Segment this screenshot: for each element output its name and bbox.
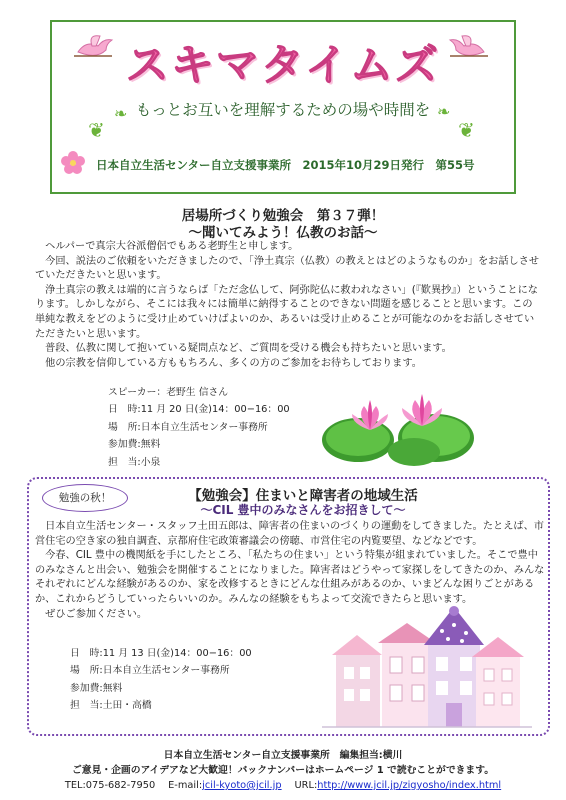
paragraph: 今回、説法のご依頼をいただきましたので、「浄土真宗（仏教）の教えとはどのようなものか」をお話しさせていただきたいと思います。: [35, 255, 540, 282]
masthead-title: スキマタイムズ: [125, 41, 441, 91]
speech-bubble: 勉強の秋！: [42, 484, 128, 512]
paragraph: ぜひご参加ください。: [35, 608, 148, 620]
footer: [0, 748, 566, 793]
event-location: 場 所:日本自立生活センター事務所: [108, 421, 268, 433]
speaker: スピーカー：老野生 信さん: [108, 387, 229, 398]
event2-details: [70, 645, 252, 715]
issue-info: 日本自立生活センター自立支援事業所 2015年10月29日発行 第55号: [96, 158, 475, 172]
event-contact: 担 当:土田・高橋: [70, 700, 152, 712]
event-fee: 参加費:無料: [70, 682, 123, 694]
paragraph: 日本自立生活センター・スタッフ土田五郎は、障害者の住まいのづくりの運動をしてきました。たとえば、市営住宅の空き家の独自調査、京都府住宅政策審議会の傍聴、市営住宅の内覧要望、などなどです。: [35, 521, 544, 547]
footer-url-label: URL:: [294, 780, 318, 791]
leaf-icon: ❦: [88, 118, 105, 142]
event2-title: 【勉強会】住まいと障害者の地域生活: [188, 488, 418, 504]
event-datetime: 日 時:11 月 13 日(金)14：00−16：00: [70, 648, 252, 659]
paragraph: ヘルパーで真宗大谷派僧侶でもある老野生と申します。: [35, 241, 299, 252]
masthead-subtitle: もっとお互いを理解するための場や時間を: [135, 101, 431, 119]
event-location: 場 所:日本自立生活センター事務所: [70, 665, 230, 677]
paragraph: 他の宗教を信仰している方ももちろん、多くの方のご参加をお待ちしております。: [35, 357, 422, 369]
event1-description: [35, 240, 540, 371]
footer-contact: [0, 778, 566, 793]
event-contact: 担 当:小泉: [108, 456, 161, 468]
footer-publisher: 日本自立生活センター自立支援事業所 編集担当:横川: [163, 750, 403, 761]
paragraph: 浄土真宗の教えは端的に言うならば「ただ念仏して、阿弥陀仏に救われなさい」(『歎異抄』）ということになります。しかしながら、そこには我々には簡単に納得することのできない問題を感じることと思います。この単純な教えをどのように受け止めていけばよいのか、あるいは受け止めることが可能なのかをお話しさせていただきたいと思います。: [35, 284, 538, 340]
event1-subtitle: ～聞いてみよう！仏教のお話～: [188, 225, 378, 241]
event1-title: 居場所づくり勉強会 第３７弾！: [181, 208, 385, 224]
event-datetime: 日 時:11 月 20 日(金)14：00−16：00: [108, 404, 290, 416]
paragraph: 今春、CIL 豊中の機関紙を手にしたところ、「私たちの住まい」という特集が組まれていました。そこで豊中のみなさんと出会い、勉強会を開催することになりました。障害者はどうやって家探しをしてきたのか、みんなそれぞれにどんな経験があるのか、家を改修するときにどんな仕組みがあるのか、いまどんな困りごとがあるか、これからどうしていったらいいのか。みんなの経験をもちよって交流できたらと思います。: [35, 550, 545, 605]
event-fee: 参加費:無料: [108, 439, 161, 451]
event1-details: [108, 384, 290, 471]
footer-email-label: E-mail:: [168, 780, 203, 791]
leaf-icon: ❧: [437, 102, 451, 121]
houses-illustration: [322, 605, 532, 730]
flower-icon: [60, 150, 86, 176]
lotus-illustration: [318, 388, 478, 470]
footer-message: ご意見・企画のアイデアなど大歓迎！バックナンバーはホームページ 1 で読むことができます。: [71, 765, 495, 776]
paragraph: 普段、仏教に関して抱いている疑問点など、ご質問を受ける機会も持ちたいと思います。: [35, 343, 452, 355]
leaf-icon: ❦: [458, 118, 475, 142]
footer-tel: TEL:075-682-7950: [64, 780, 156, 791]
footer-url-link[interactable]: http://www.jcil.jp/zigyosho/index.html: [317, 780, 502, 791]
event2-subtitle: ～CIL 豊中のみなさんをお招きして～: [200, 503, 406, 517]
footer-email-link[interactable]: jcil-kyoto@jcil.jp: [202, 780, 282, 791]
leaf-icon: ❧: [114, 104, 128, 123]
